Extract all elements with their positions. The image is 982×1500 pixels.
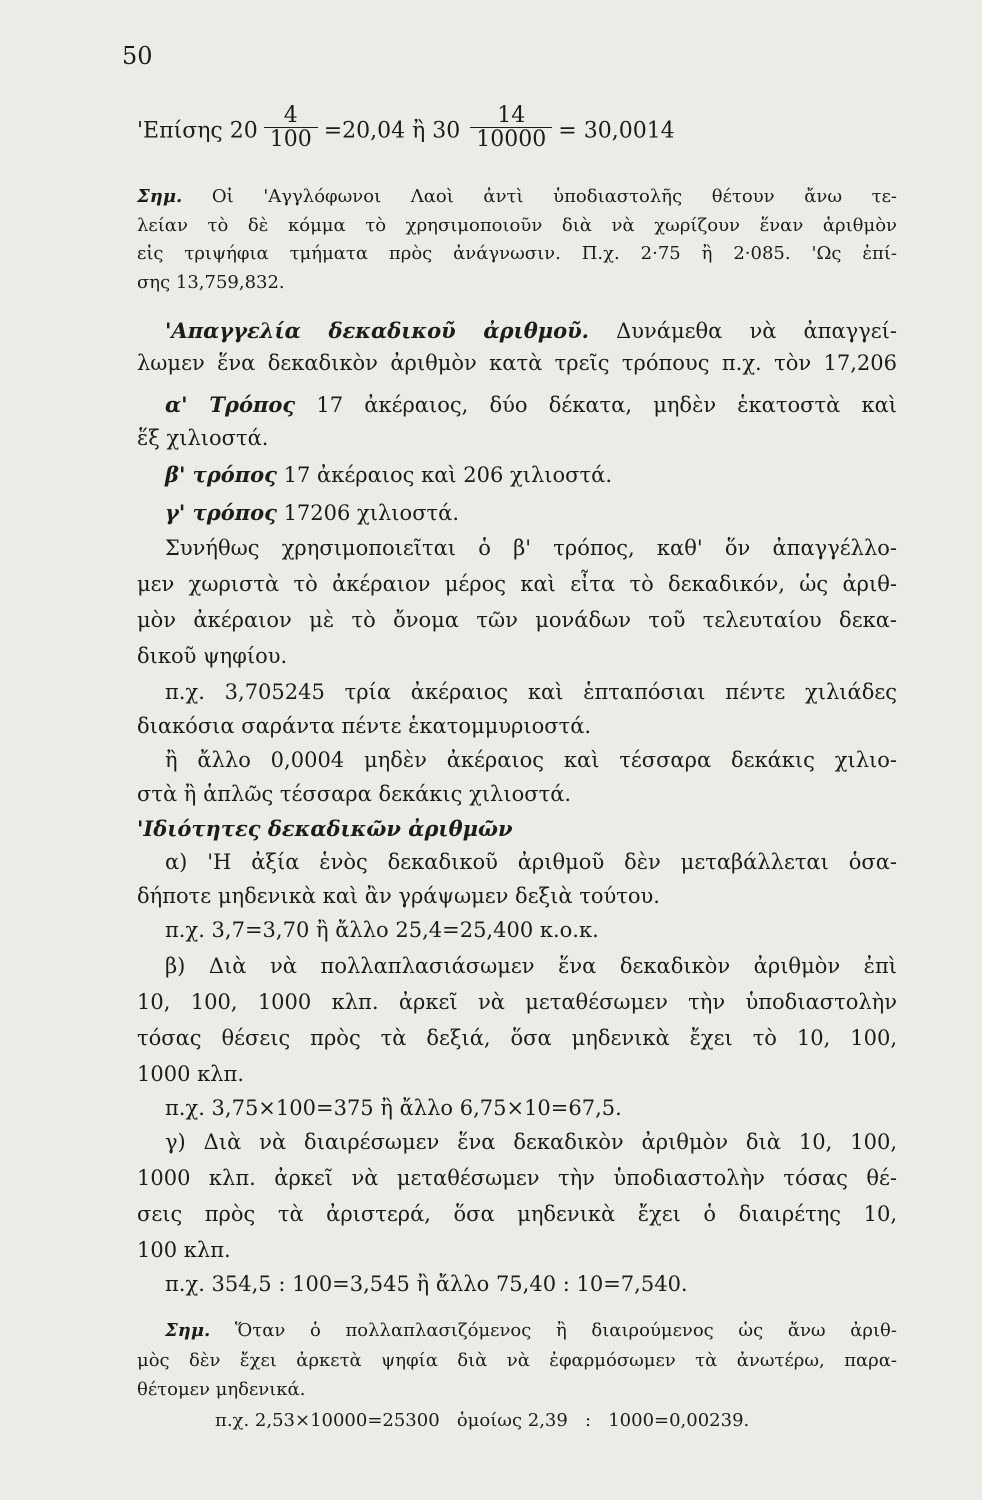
property-b-line-1: β) Διὰ νὰ πολλαπλασιάσωμεν ἕνα δεκαδικὸν ἀριθμὸν ἐπὶ [165,954,897,978]
note-1-line-1: Σημ. Οἱ 'Αγγλόφωνοι Λαοὶ ἀντὶ ὑποδιαστολῆς θέτουν ἄνω τε- [137,186,897,207]
note-1-line-4: σης 13,759,832. [137,272,285,293]
paragraph-line-4: δικοῦ ψηφίου. [137,644,288,668]
property-c-line-4: 100 κλπ. [137,1238,231,1262]
method-c-label: γ' τρόπος [165,500,277,525]
property-b-line-4: 1000 κλπ. [137,1062,245,1086]
note-label: Σημ. [137,186,183,207]
fraction-2 [470,104,552,151]
note-1-line-3: εἰς τριψήφια τμήματα πρὸς ἀνάγνωσιν. Π.χ. 2·75 ἢ 2·085. 'Ως ἐπί- [137,243,897,264]
property-a-example: π.χ. 3,7=3,70 ἢ ἄλλο 25,4=25,400 κ.ο.κ. [165,918,599,942]
fraction-2-denominator: 10000 [476,127,547,153]
property-a-line-2: δήποτε μηδενικὰ καὶ ἂν γράψωμεν δεξιὰ τούτου. [137,884,660,908]
eq-prefix: 'Επίσης 20 [137,118,258,144]
fraction-1 [264,104,318,151]
note-2-example: π.χ. 2,53×10000=25300 ὁμοίως 2,39 : 1000=0,00239. [215,1410,750,1431]
paragraph-line-3: μὸν ἀκέραιον μὲ τὸ ὄνομα τῶν μονάδων τοῦ τελευταίου δεκα- [137,608,897,632]
method-a-label: α' Τρόπος [165,392,296,417]
property-c-line-3: σεις πρὸς τὰ ἀριστερά, ὅσα μηδενικὰ ἔχει ὁ διαιρέτης 10, [137,1202,897,1226]
property-a-line-1: α) 'Η ἀξία ἑνὸς δεκαδικοῦ ἀριθμοῦ δὲν μεταβάλλεται ὁσα- [165,850,897,874]
example-line-4: στὰ ἢ ἁπλῶς τέσσαρα δεκάκις χιλιοστά. [137,782,572,806]
property-c-example: π.χ. 354,5 : 100=3,545 ἢ ἄλλο 75,40 : 10=7,540. [165,1272,688,1296]
note-2-line-1: Σημ. Ὅταν ὁ πολλαπλασιζόμενος ἢ διαιρούμενος ὡς ἄνω ἀριθ- [165,1320,897,1341]
section-heading: 'Απαγγελία δεκαδικοῦ ἀριθμοῦ. [165,318,589,343]
method-a-line: α' Τρόπος 17 ἀκέραιος, δύο δέκατα, μηδὲν ἑκατοστὰ καὶ [165,392,897,417]
page-number: 50 [122,42,153,70]
note-1-line-2: λείαν τὸ δὲ κόμμα τὸ χρησιμοποιοῦν διὰ νὰ χωρίζουν ἕναν ἀριθμὸν [137,215,897,236]
property-b-example: π.χ. 3,75×100=375 ἢ ἄλλο 6,75×10=67,5. [165,1096,622,1120]
fraction-2-numerator: 14 [470,104,552,128]
section-1-line-2: λωμεν ἕνα δεκαδικὸν ἀριθμὸν κατὰ τρεῖς τρόπους π.χ. τὸν 17,206 [137,351,897,375]
paragraph-line-2: μεν χωριστὰ τὸ ἀκέραιον μέρος καὶ εἶτα τὸ δεκαδικόν, ὡς ἀριθ- [137,572,897,596]
paragraph-line-1: Συνήθως χρησιμοποιεῖται ὁ β' τρόπος, καθ' ὅν ἀπαγγέλλο- [165,536,897,560]
method-b-label: β' τρόπος [165,462,277,487]
property-c-line-2: 1000 κλπ. ἀρκεῖ νὰ μεταθέσωμεν τὴν ὑποδιαστολὴν τόσας θέ- [137,1166,897,1190]
fraction-1-numerator: 4 [264,104,318,128]
property-b-line-2: 10, 100, 1000 κλπ. ἀρκεῖ νὰ μεταθέσωμεν τὴν ὑποδιαστολὴν [137,990,897,1014]
example-line-2: διακόσια σαράντα πέντε ἑκατομμυριοστά. [137,714,592,738]
property-b-line-3: τόσας θέσεις πρὸς τὰ δεξιά, ὅσα μηδενικὰ ἔχει τὸ 10, 100, [137,1026,897,1050]
note-2-line-2: μὸς δὲν ἔχει ἀρκετὰ ψηφία διὰ νὰ ἐφαρμόσωμεν τὰ ἀνωτέρω, παρα- [137,1350,897,1371]
section-2-heading: 'Ιδιότητες δεκαδικῶν ἀριθμῶν [137,816,513,841]
example-line-1: π.χ. 3,705245 τρία ἀκέραιος καὶ ἑπταπόσιαι πέντε χιλιάδες [165,680,897,704]
method-b-line: β' τρόπος 17 ἀκέραιος καὶ 206 χιλιοστά. [165,462,612,487]
eq-result-2: = 30,0014 [558,118,675,144]
example-line-3: ἢ ἄλλο 0,0004 μηδὲν ἀκέραιος καὶ τέσσαρα δεκάκις χιλιο- [165,748,897,772]
property-c-line-1: γ) Διὰ νὰ διαιρέσωμεν ἕνα δεκαδικὸν ἀριθμὸν διὰ 10, 100, [165,1130,897,1154]
method-c-line: γ' τρόπος 17206 χιλιοστά. [165,500,459,525]
fraction-equation [137,103,897,155]
fraction-1-denominator: 100 [269,127,312,153]
method-a-continuation: ἕξ χιλιοστά. [137,426,269,450]
eq-result-1: =20,04 ἢ 30 [323,118,461,144]
note-2-label: Σημ. [165,1320,211,1341]
note-2-line-3: θέτομεν μηδενικά. [137,1379,306,1400]
section-1-line-1: 'Απαγγελία δεκαδικοῦ ἀριθμοῦ. Δυνάμεθα νὰ ἀπαγγεί- [165,318,897,343]
